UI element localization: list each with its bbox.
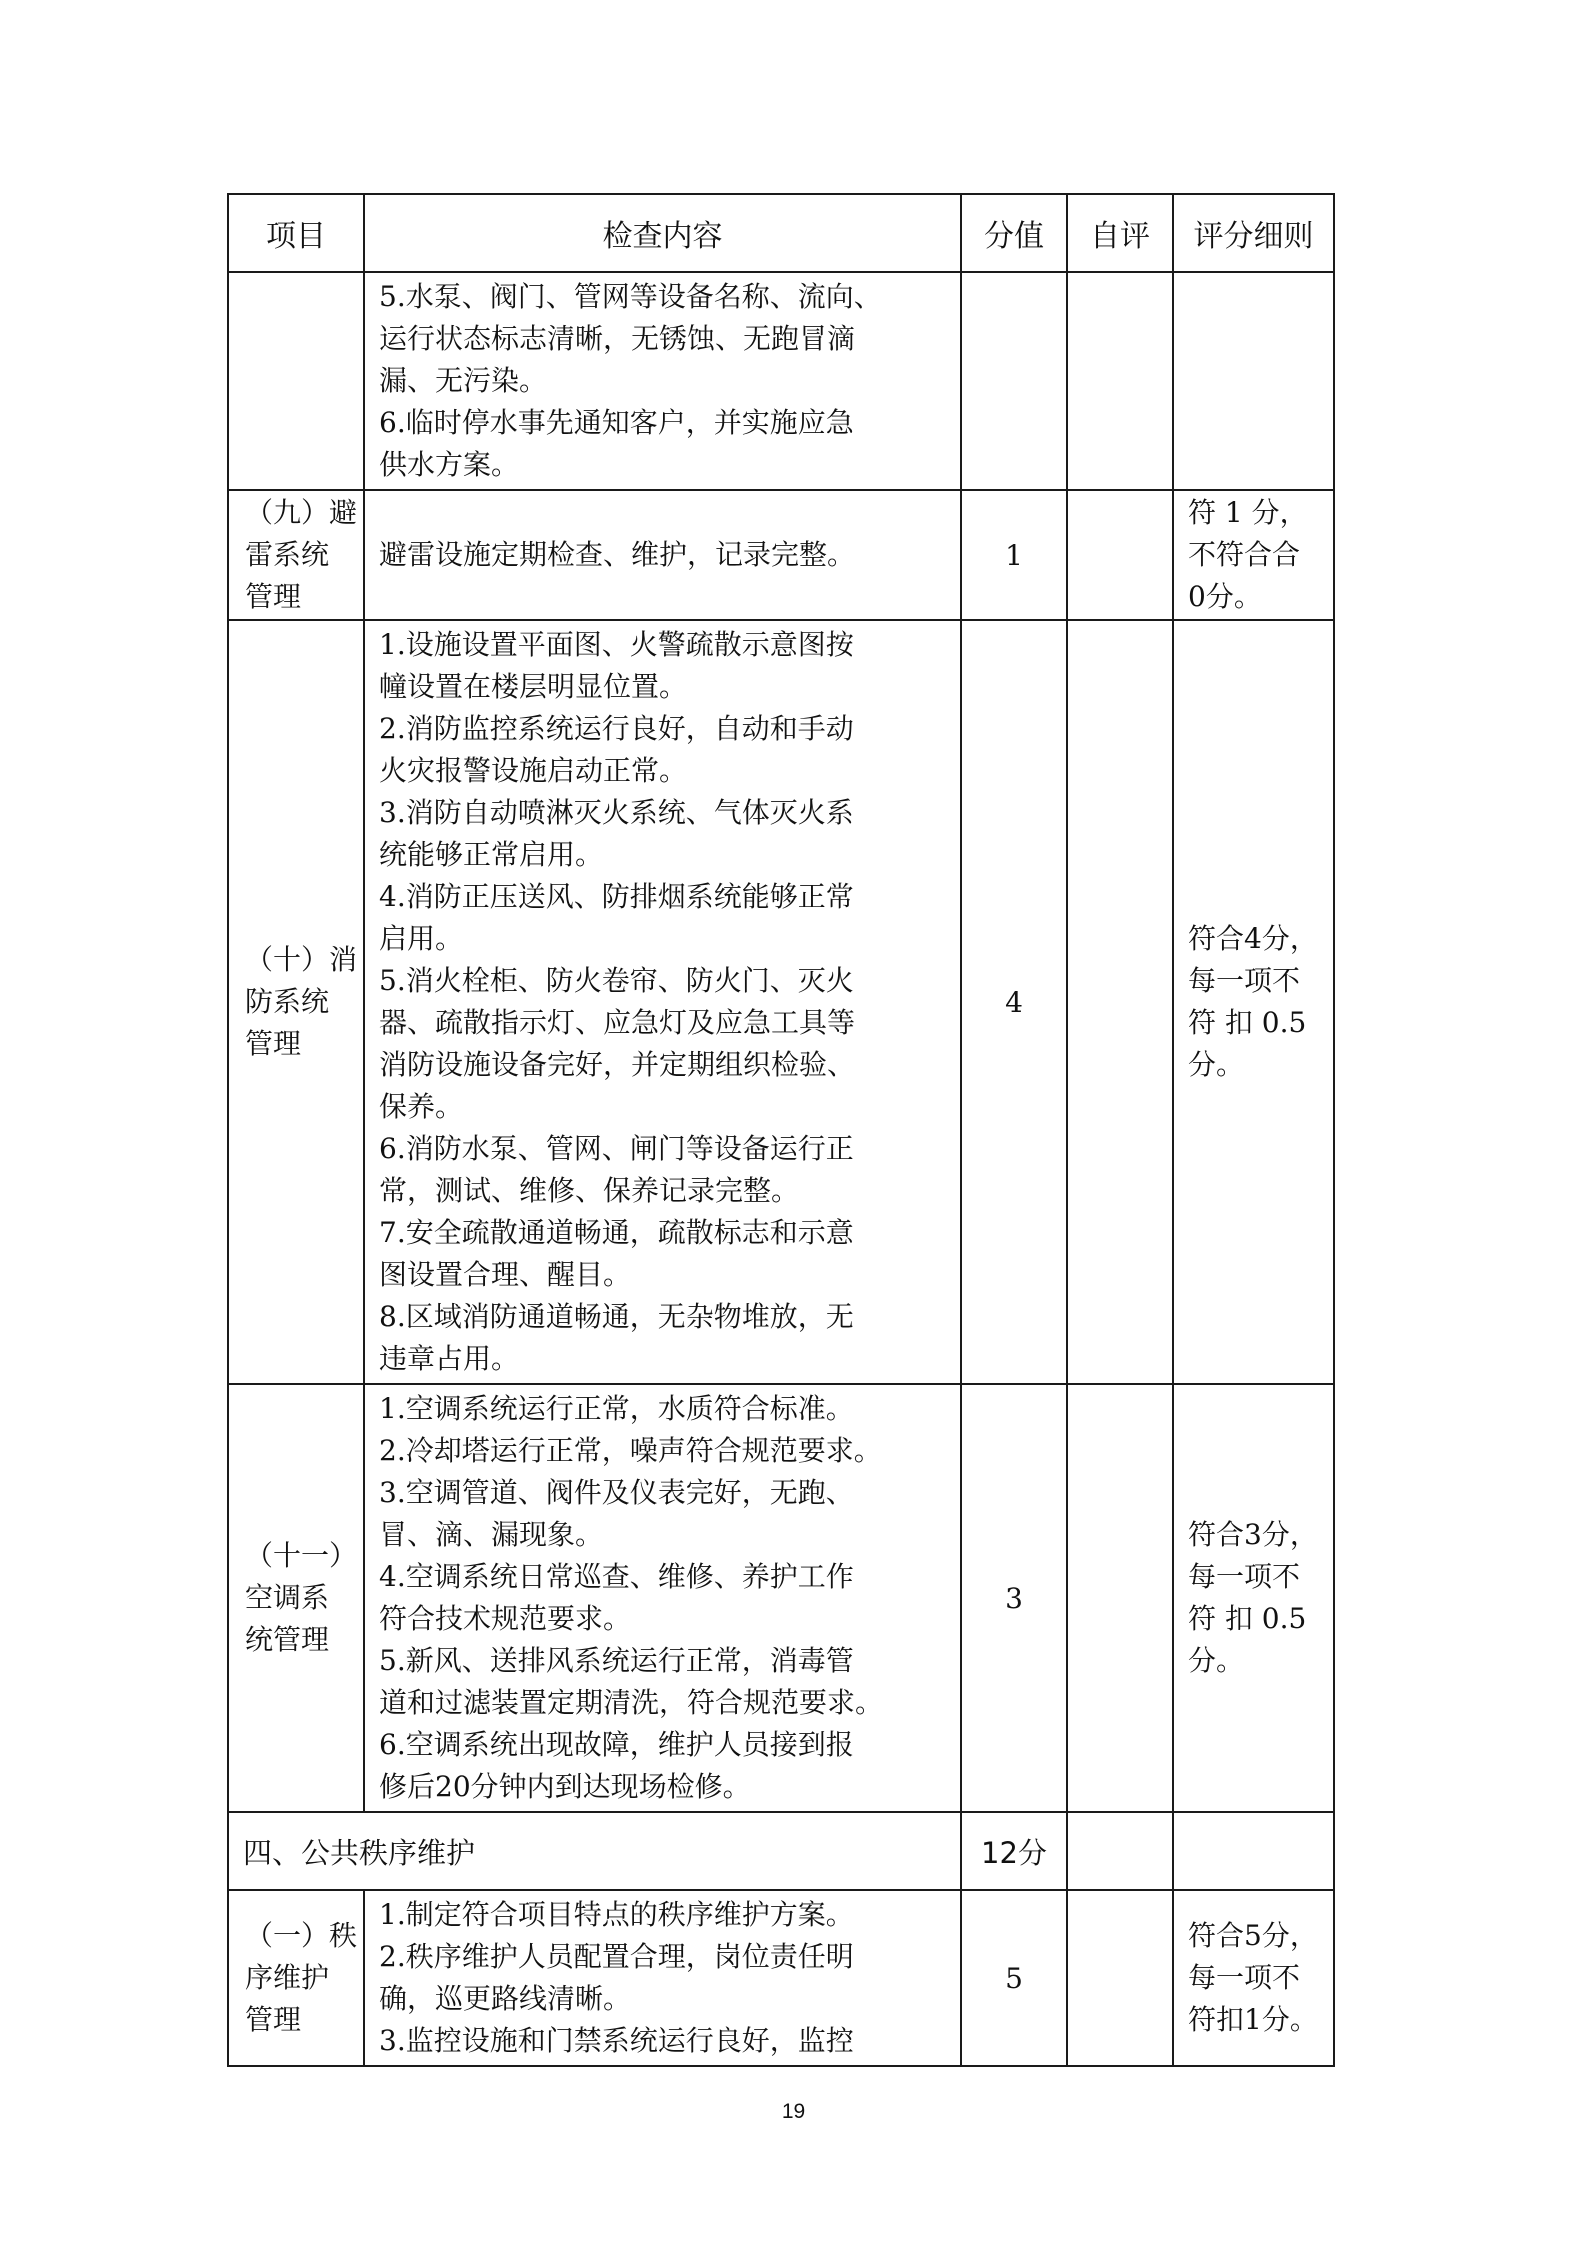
row-item-cell [228, 272, 364, 490]
row-content-cell [364, 1384, 961, 1812]
header-score: 分值 [961, 194, 1067, 272]
item-line: 防系统 [245, 985, 330, 1018]
row-rule-cell [1173, 272, 1334, 490]
row-rule-cell [1173, 1384, 1334, 1812]
item-line: 管理 [245, 2003, 302, 2036]
content-line: 1.空调系统运行正常，水质符合标准。 [379, 1392, 854, 1425]
content-line: 确，巡更路线清晰。 [379, 1982, 632, 2015]
rule-line: 分。 [1188, 1644, 1245, 1677]
content-line: 避雷设施定期检查、维护，记录完整。 [379, 538, 856, 571]
rule-line: 分。 [1188, 1048, 1245, 1081]
row-self-cell[interactable] [1067, 620, 1173, 1384]
content-line: 冒、滴、漏现象。 [379, 1518, 604, 1551]
content-line: 5.新风、送排风系统运行正常，消毒管 [379, 1644, 854, 1677]
header-scoring-rules: 评分细则 [1173, 194, 1334, 272]
row-item-cell [228, 620, 364, 1384]
item-line: （十一） [245, 1539, 358, 1572]
content-line: 违章占用。 [379, 1342, 520, 1375]
content-line: 统能够正常启用。 [379, 838, 604, 871]
content-line: 图设置合理、醒目。 [379, 1258, 632, 1291]
content-line: 8.区域消防通道畅通，无杂物堆放，无 [379, 1300, 854, 1333]
content-line: 7.安全疏散通道畅通，疏散标志和示意 [379, 1216, 854, 1249]
content-line: 6.消防水泵、管网、闸门等设备运行正 [379, 1132, 854, 1165]
section-title: 四、公共秩序维护 [228, 1812, 961, 1890]
content-line: 运行状态标志清晰，无锈蚀、无跑冒滴 [379, 322, 856, 355]
row-score-cell: 4 [961, 620, 1067, 1384]
content-line: 消防设施设备完好，并定期组织检验、 [379, 1048, 856, 1081]
content-line: 5.水泵、阀门、管网等设备名称、流向、 [379, 280, 882, 313]
rule-line: 0分。 [1188, 580, 1262, 613]
content-line: 6.临时停水事先通知客户，并实施应急 [379, 406, 854, 439]
content-line: 2.消防监控系统运行良好，自动和手动 [379, 712, 854, 745]
content-line: 修后20分钟内到达现场检修。 [379, 1770, 751, 1803]
rule-line: 符 扣 0.5 [1188, 1006, 1307, 1039]
content-line: 漏、无污染。 [379, 364, 548, 397]
row-item-cell [228, 1890, 364, 2066]
row-content-cell [364, 272, 961, 490]
content-line: 3.空调管道、阀件及仪表完好，无跑、 [379, 1476, 854, 1509]
rule-line: 每一项不 [1188, 964, 1301, 997]
item-line: 管理 [245, 1027, 302, 1060]
item-line: （十）消 [245, 943, 358, 976]
rule-line: 符合4分， [1188, 922, 1318, 955]
row-rule-cell [1173, 490, 1334, 620]
section-self-cell[interactable] [1067, 1812, 1173, 1890]
content-line: 4.消防正压送风、防排烟系统能够正常 [379, 880, 854, 913]
row-item-cell [228, 490, 364, 620]
row-content-cell [364, 1890, 961, 2066]
content-line: 6.空调系统出现故障，维护人员接到报 [379, 1728, 854, 1761]
table-row [228, 1890, 1334, 2066]
content-line: 2.冷却塔运行正常，噪声符合规范要求。 [379, 1434, 882, 1467]
content-line: 3.消防自动喷淋灭火系统、气体灭火系 [379, 796, 854, 829]
rule-line: 每一项不 [1188, 1961, 1301, 1994]
content-line: 火灾报警设施启动正常。 [379, 754, 688, 787]
row-score-cell: 3 [961, 1384, 1067, 1812]
content-line: 幢设置在楼层明显位置。 [379, 670, 688, 703]
content-line: 器、疏散指示灯、应急灯及应急工具等 [379, 1006, 856, 1039]
item-line: 雷系统 [245, 538, 330, 571]
inspection-table [227, 193, 1335, 2067]
row-content-cell [364, 620, 961, 1384]
content-line: 供水方案。 [379, 448, 520, 481]
rule-line: 符 1 分， [1188, 496, 1308, 529]
header-item: 项目 [228, 194, 364, 272]
table-row [228, 620, 1334, 1384]
item-line: 序维护 [245, 1961, 330, 1994]
content-line: 常，测试、维修、保养记录完整。 [379, 1174, 800, 1207]
row-self-cell[interactable] [1067, 272, 1173, 490]
table-row [228, 1384, 1334, 1812]
table-row [228, 272, 1334, 490]
content-line: 2.秩序维护人员配置合理，岗位责任明 [379, 1940, 854, 1973]
row-score-cell: 1 [961, 490, 1067, 620]
row-item-cell [228, 1384, 364, 1812]
content-line: 1.设施设置平面图、火警疏散示意图按 [379, 628, 854, 661]
rule-line: 符扣1分。 [1188, 2003, 1318, 2036]
item-line: （九）避 [245, 496, 358, 529]
content-line: 5.消火栓柜、防火卷帘、防火门、灭火 [379, 964, 854, 997]
rule-line: 符合5分， [1188, 1919, 1318, 1952]
content-line: 符合技术规范要求。 [379, 1602, 632, 1635]
section-rule-cell [1173, 1812, 1334, 1890]
row-self-cell[interactable] [1067, 490, 1173, 620]
rule-line: 符 扣 0.5 [1188, 1602, 1307, 1635]
section-score: 12分 [961, 1812, 1067, 1890]
header-self-assessment: 自评 [1067, 194, 1173, 272]
rule-line: 符合3分， [1188, 1518, 1318, 1551]
header-content: 检查内容 [364, 194, 961, 272]
content-line: 道和过滤装置定期清洗，符合规范要求。 [379, 1686, 884, 1719]
row-rule-cell [1173, 620, 1334, 1384]
content-line: 启用。 [379, 922, 464, 955]
item-line: 空调系 [245, 1581, 330, 1614]
page-number: 19 [781, 2100, 806, 2123]
content-line: 1.制定符合项目特点的秩序维护方案。 [379, 1898, 854, 1931]
row-self-cell[interactable] [1067, 1890, 1173, 2066]
row-rule-cell [1173, 1890, 1334, 2066]
rule-line: 每一项不 [1188, 1560, 1301, 1593]
table-header-row [228, 194, 1334, 272]
item-line: 管理 [245, 580, 302, 613]
item-line: （一）秩 [245, 1919, 358, 1952]
content-line: 4.空调系统日常巡查、维修、养护工作 [379, 1560, 854, 1593]
row-score-cell: 5 [961, 1890, 1067, 2066]
content-line: 保养。 [379, 1090, 464, 1123]
section-row [228, 1812, 1334, 1890]
row-self-cell[interactable] [1067, 1384, 1173, 1812]
table-row [228, 490, 1334, 620]
row-score-cell [961, 272, 1067, 490]
item-line: 统管理 [245, 1623, 330, 1656]
content-line: 3.监控设施和门禁系统运行良好，监控 [379, 2024, 854, 2057]
row-content-cell [364, 490, 961, 620]
rule-line: 不符合合 [1188, 538, 1301, 571]
